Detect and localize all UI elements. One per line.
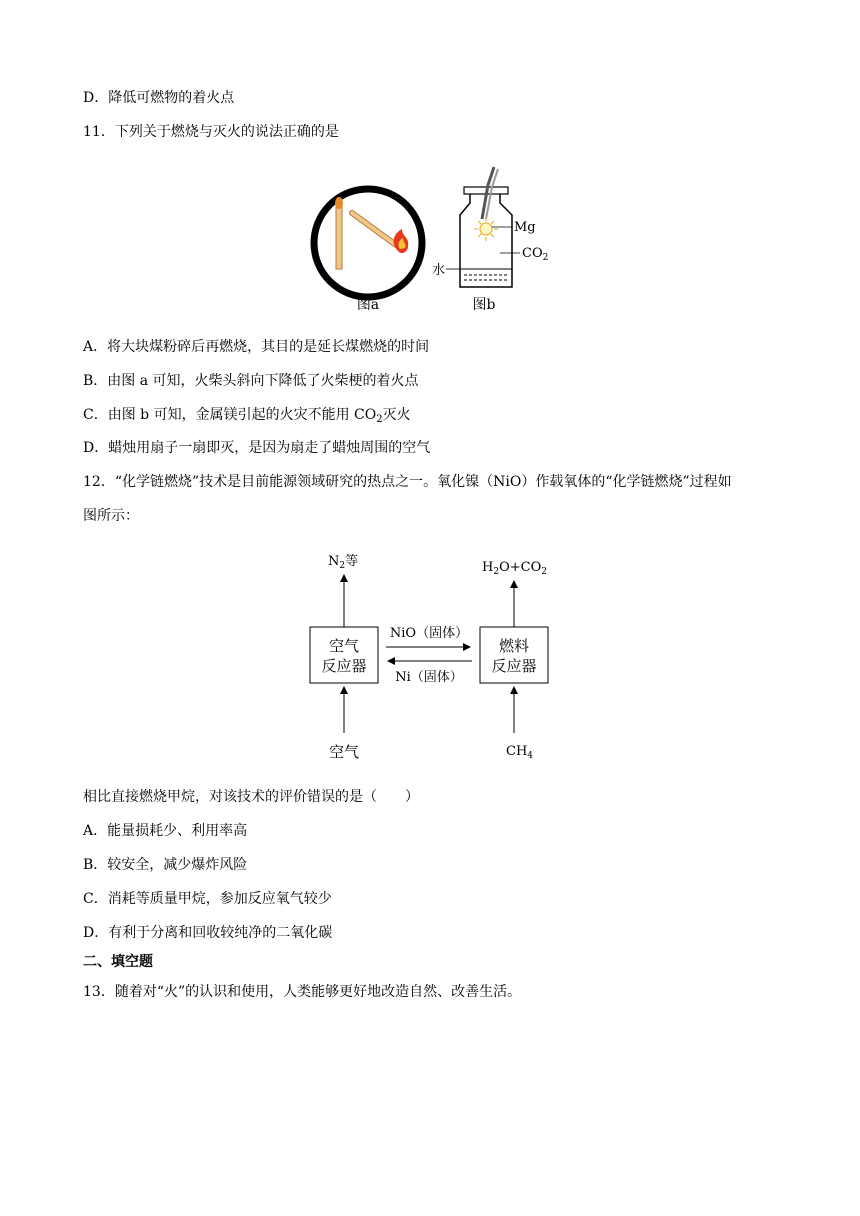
q11-option-b: B．由图 a 可知，火柴头斜向下降低了火柴梗的着火点 — [83, 373, 419, 389]
ch4-input-label: $CH_4$ — [506, 744, 534, 761]
q12-option-b: B．较安全，减少爆炸风险 — [83, 857, 248, 873]
q11-option-c: C．由图 b 可知，金属镁引起的火灾不能用 $CO_2$灭火 — [83, 407, 411, 425]
nio-arrow-label: NiO（固体） — [389, 626, 469, 641]
products-output-label: $H_2O+CO_2$ — [482, 560, 547, 577]
air-input-label: 空气 — [328, 743, 360, 761]
q11-option-d: D．蜡烛用扇子一扇即灭，是因为扇走了蜡烛周围的空气 — [83, 440, 431, 456]
q12-stem-line2: 图所示： — [83, 508, 139, 524]
q12-option-a: A．能量损耗少、利用率高 — [83, 823, 248, 839]
fuel-reactor-label-2: 反应器 — [491, 657, 537, 675]
ni-arrow-label: Ni（固体） — [395, 670, 463, 685]
fig-b-caption: 图b — [472, 297, 496, 313]
q11-figure-a — [306, 183, 430, 313]
upright-match — [336, 205, 342, 269]
q12-option-c: C．消耗等质量甲烷，参加反应氧气较少 — [83, 891, 332, 907]
q11-figure-b — [432, 165, 562, 315]
q12-option-d: D．有利于分离和回收较纯净的二氧化碳 — [83, 925, 333, 941]
q12-question: 相比直接燃烧甲烷，对该技术的评价错误的是（ ） — [83, 789, 419, 805]
upright-match-head — [335, 197, 343, 209]
q11-option-a: A．将大块煤粉碎后再燃烧，其目的是延长煤燃烧的时间 — [83, 339, 430, 355]
q13-stem: 13．随着对“火”的认识和使用，人类能够更好地改造自然、改善生活。 — [83, 984, 522, 1000]
section-title: 二、填空题 — [83, 954, 153, 970]
label-water: 水 — [432, 263, 446, 278]
air-reactor-label-1: 空气 — [328, 637, 360, 655]
label-mg: Mg — [514, 220, 536, 235]
q12-stem-line1: 12．“化学链燃烧”技术是目前能源领域研究的热点之一。氧化镍（NiO）作载氧体的“化学链燃烧”过程如 — [83, 474, 732, 490]
label-co2: $CO_2$ — [522, 246, 549, 263]
q10-option-d: D．降低可燃物的着火点 — [83, 90, 235, 106]
q12-diagram — [300, 545, 560, 765]
q11-stem: 11．下列关于燃烧与灭火的说法正确的是 — [83, 124, 339, 140]
n2-output-label: $N_2$等 — [328, 554, 359, 571]
fig-a-caption: 图a — [356, 297, 380, 313]
fuel-reactor-label-1: 燃料 — [498, 637, 530, 655]
air-reactor-label-2: 反应器 — [321, 657, 367, 675]
